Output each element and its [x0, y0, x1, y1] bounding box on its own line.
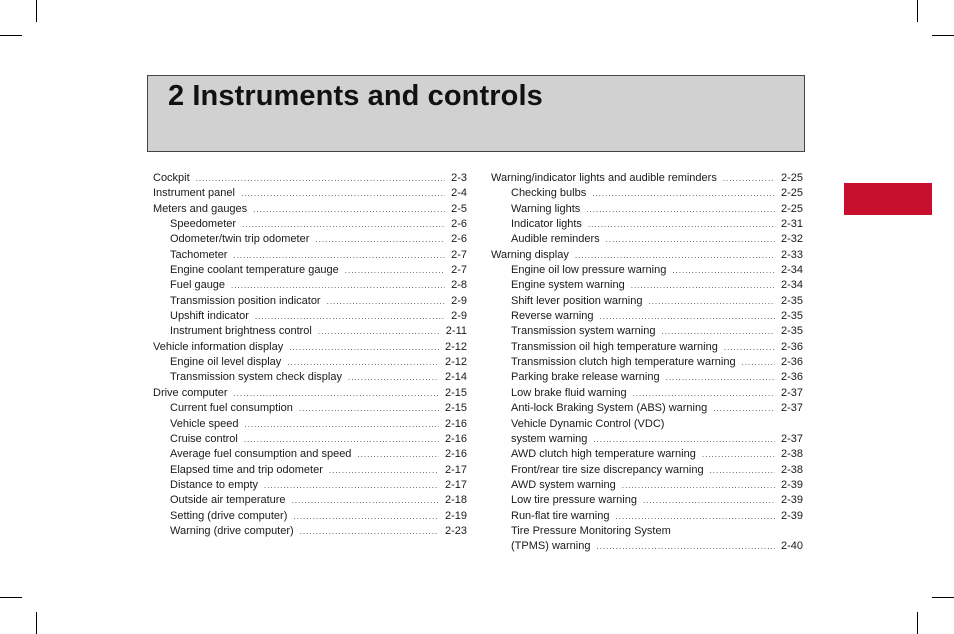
toc-entry[interactable]	[153, 324, 467, 339]
toc-entry-title: Transmission oil high temperature warning	[511, 340, 718, 353]
toc-entry[interactable]	[491, 401, 803, 416]
toc-entry-page: 2-31	[780, 218, 803, 231]
toc-entry-title: Checking bulbs	[511, 187, 587, 200]
toc-entry-page: 2-37	[780, 432, 803, 445]
toc-entry-title: Transmission system warning	[511, 325, 656, 338]
toc-leader-dots	[596, 539, 775, 554]
toc-leader-dots	[327, 294, 445, 309]
toc-entry[interactable]	[153, 202, 467, 217]
toc-leader-dots	[586, 202, 775, 217]
toc-leader-dots	[724, 340, 775, 355]
toc-entry-title: Fuel gauge	[170, 279, 226, 292]
toc-leader-dots	[643, 493, 775, 508]
toc-entry[interactable]	[153, 340, 467, 355]
toc-entry[interactable]	[153, 447, 467, 462]
toc-entry-title: Current fuel consumption	[170, 402, 293, 415]
toc-entry-title: Warning/indicator lights and audible reminders	[491, 172, 717, 184]
toc-leader-dots	[234, 386, 439, 401]
toc-leader-dots	[244, 432, 439, 447]
toc-entry-title: Engine coolant temperature gauge	[170, 264, 339, 277]
toc-leader-dots	[672, 263, 775, 278]
toc-leader-dots	[315, 232, 445, 247]
toc-entry-title: Transmission clutch high temperature warning	[511, 356, 736, 369]
toc-entry-title: Anti-lock Braking System (ABS) warning	[511, 402, 708, 415]
toc-leader-dots	[622, 478, 775, 493]
crop-mark	[0, 35, 22, 36]
toc-entry[interactable]	[491, 524, 803, 539]
toc-entry-title: AWD clutch high temperature warning	[511, 448, 696, 461]
toc-leader-dots	[588, 217, 775, 232]
toc-entry[interactable]	[153, 186, 467, 201]
crop-mark	[917, 612, 918, 634]
toc-entry-page: 2-25	[780, 187, 803, 200]
toc-entry[interactable]	[153, 493, 467, 508]
toc-leader-dots	[631, 278, 775, 293]
toc-entry-page: 2-36	[780, 356, 803, 369]
toc-entry[interactable]	[491, 217, 803, 232]
toc-entry[interactable]	[491, 294, 803, 309]
toc-leader-dots	[292, 493, 439, 508]
crop-mark	[36, 0, 37, 22]
toc-entry[interactable]	[491, 248, 803, 263]
toc-entry-title: Reverse warning	[511, 310, 594, 323]
toc-entry[interactable]	[153, 417, 467, 432]
toc-entry[interactable]	[153, 263, 467, 278]
toc-entry-title: (TPMS) warning	[511, 540, 591, 553]
toc-entry[interactable]	[491, 509, 803, 524]
crop-mark	[932, 35, 954, 36]
toc-entry[interactable]	[153, 171, 467, 186]
toc-leader-dots	[666, 370, 775, 385]
toc-entry-title: Outside air temperature	[170, 494, 286, 507]
toc-leader-dots	[593, 432, 775, 447]
toc-entry-title: AWD system warning	[511, 478, 616, 491]
toc-entry[interactable]	[153, 524, 467, 539]
toc-entry[interactable]	[153, 248, 467, 263]
toc-entry-page: 2-25	[780, 172, 803, 184]
chapter-banner	[147, 75, 805, 152]
toc-entry-title: Low tire pressure warning	[511, 494, 637, 507]
toc-entry-page: 2-7	[451, 264, 467, 277]
toc-entry[interactable]	[491, 539, 803, 554]
toc-entry[interactable]	[491, 447, 803, 462]
toc-leader-dots	[713, 401, 775, 416]
toc-leader-dots	[287, 355, 439, 370]
toc-entry-page: 2-12	[444, 356, 467, 369]
toc-entry-page: 2-6	[451, 218, 467, 231]
toc-entry-page: 2-33	[780, 248, 803, 261]
toc-leader-dots	[255, 309, 445, 324]
toc-entry-page: 2-37	[780, 402, 803, 415]
toc-entry[interactable]	[153, 278, 467, 293]
toc-leader-dots	[615, 509, 775, 524]
toc-entry-title: system warning	[511, 432, 588, 445]
toc-entry[interactable]	[491, 278, 803, 293]
toc-entry-page: 2-34	[780, 279, 803, 292]
toc-entry[interactable]	[491, 417, 803, 432]
toc-leader-dots	[357, 447, 439, 462]
toc-leader-dots	[242, 217, 445, 232]
toc-leader-dots	[245, 417, 439, 432]
crop-mark	[917, 0, 918, 22]
toc-entry[interactable]	[491, 493, 803, 508]
toc-entry-title: Average fuel consumption and speed	[170, 448, 352, 461]
toc-entry[interactable]	[153, 232, 467, 247]
toc-entry-title: Drive computer	[153, 386, 228, 399]
toc-entry[interactable]	[491, 478, 803, 493]
toc-entry-title: Warning display	[491, 248, 569, 261]
toc-entry-page: 2-17	[444, 478, 467, 491]
crop-mark	[932, 597, 954, 598]
toc-entry-title: Transmission system check display	[170, 371, 342, 384]
toc-entry-page: 2-35	[780, 310, 803, 323]
toc-entry-title: Vehicle Dynamic Control (VDC)	[511, 417, 665, 430]
toc-entry[interactable]	[491, 463, 803, 478]
toc-leader-dots	[661, 324, 775, 339]
toc-entry-page: 2-36	[780, 371, 803, 384]
toc-entry-page: 2-3	[451, 172, 467, 184]
toc-entry-page: 2-18	[444, 494, 467, 507]
toc-entry-title: Cockpit	[153, 172, 190, 184]
toc-entry[interactable]	[153, 370, 467, 385]
toc-entry[interactable]	[153, 509, 467, 524]
toc-entry-title: Indicator lights	[511, 218, 582, 231]
toc-entry[interactable]	[491, 263, 803, 278]
toc-entry-page: 2-8	[451, 279, 467, 292]
toc-entry-page: 2-38	[780, 463, 803, 476]
toc-entry-title: Warning (drive computer)	[170, 524, 294, 537]
toc-entry[interactable]	[491, 370, 803, 385]
toc-entry-page: 2-39	[780, 509, 803, 522]
toc-entry-page: 2-35	[780, 325, 803, 338]
toc-entry-page: 2-36	[780, 340, 803, 353]
toc-leader-dots	[329, 463, 439, 478]
toc-entry-title: Distance to empty	[170, 478, 259, 491]
toc-entry-page: 2-9	[451, 294, 467, 307]
toc-entry[interactable]	[153, 355, 467, 370]
toc-leader-dots	[253, 202, 445, 217]
toc-entry-page: 2-38	[780, 448, 803, 461]
toc-entry-title: Front/rear tire size discrepancy warning	[511, 463, 704, 476]
toc-entry-page: 2-16	[444, 432, 467, 445]
toc-entry-title: Warning lights	[511, 202, 581, 215]
toc-entry-title: Instrument panel	[153, 187, 235, 200]
toc-entry-title: Shift lever position warning	[511, 294, 643, 307]
toc-entry-title: Engine oil low pressure warning	[511, 264, 667, 277]
toc-leader-dots	[702, 447, 775, 462]
toc-leader-dots	[293, 509, 439, 524]
toc-leader-dots	[575, 248, 775, 263]
toc-leader-dots	[742, 355, 775, 370]
toc-entry-page: 2-17	[444, 463, 467, 476]
toc-leader-dots	[318, 324, 440, 339]
toc-entry-page: 2-15	[444, 402, 467, 415]
toc-entry-page: 2-5	[451, 202, 467, 215]
toc-entry-page: 2-37	[780, 386, 803, 399]
toc-entry-title: Vehicle information display	[153, 340, 284, 353]
toc-leader-dots	[264, 478, 439, 493]
toc-entry[interactable]	[153, 309, 467, 324]
toc-entry-page: 2-32	[780, 233, 803, 246]
toc-leader-dots	[233, 248, 445, 263]
toc-entry[interactable]	[153, 432, 467, 447]
toc-entry[interactable]	[153, 217, 467, 232]
toc-entry-title: Elapsed time and trip odometer	[170, 463, 323, 476]
toc-leader-dots	[231, 278, 445, 293]
toc-entry-page: 2-16	[444, 448, 467, 461]
toc-right-column	[491, 171, 803, 555]
chapter-title: 2 Instruments and controls	[168, 80, 543, 112]
toc-entry-page: 2-39	[780, 478, 803, 491]
toc-entry[interactable]	[153, 294, 467, 309]
toc-entry[interactable]	[491, 186, 803, 201]
toc-entry[interactable]	[491, 386, 803, 401]
toc-entry-title: Low brake fluid warning	[511, 386, 627, 399]
toc-entry-page: 2-11	[445, 325, 467, 338]
toc-entry[interactable]	[153, 386, 467, 401]
toc-entry-title: Vehicle speed	[170, 417, 239, 430]
crop-mark	[0, 597, 22, 598]
toc-entry-page: 2-34	[780, 264, 803, 277]
toc-leader-dots	[648, 294, 775, 309]
toc-entry-page: 2-19	[444, 509, 467, 522]
toc-entry[interactable]	[153, 401, 467, 416]
toc-entry-title: Audible reminders	[511, 233, 600, 246]
toc-entry[interactable]	[491, 355, 803, 370]
toc-entry-page: 2-16	[444, 417, 467, 430]
toc-entry-title: Run-flat tire warning	[511, 509, 610, 522]
toc-entry-title: Cruise control	[170, 432, 238, 445]
toc-leader-dots	[606, 232, 775, 247]
toc-entry-title: Setting (drive computer)	[170, 509, 288, 522]
toc-entry-title: Instrument brightness control	[170, 325, 312, 338]
toc-leader-dots	[710, 463, 775, 478]
toc-entry-page: 2-4	[451, 187, 467, 200]
toc-entry-title: Engine oil level display	[170, 356, 282, 369]
toc-entry-page: 2-6	[451, 233, 467, 246]
toc-entry[interactable]	[153, 478, 467, 493]
toc-entry[interactable]	[153, 463, 467, 478]
toc-entry[interactable]	[491, 202, 803, 217]
toc-leader-dots	[196, 171, 445, 186]
toc-entry-page: 2-40	[780, 540, 803, 553]
toc-entry[interactable]	[491, 309, 803, 324]
toc-entry-title: Tire Pressure Monitoring System	[511, 524, 671, 537]
toc-entry-page: 2-35	[780, 294, 803, 307]
crop-mark	[36, 612, 37, 634]
toc-leader-dots	[241, 186, 445, 201]
toc-leader-dots	[289, 340, 439, 355]
toc-entry-title: Transmission position indicator	[170, 294, 321, 307]
toc-leader-dots	[723, 171, 775, 186]
toc-entry-page: 2-12	[444, 340, 467, 353]
toc-leader-dots	[592, 186, 775, 201]
toc-entry[interactable]	[491, 324, 803, 339]
toc-entry-page: 2-39	[780, 494, 803, 507]
toc-entry-page: 2-7	[451, 248, 467, 261]
toc-entry-page: 2-9	[451, 310, 467, 323]
toc-entry-page: 2-15	[444, 386, 467, 399]
toc-entry[interactable]	[491, 432, 803, 447]
toc-entry-title: Tachometer	[170, 248, 228, 261]
toc-left-column	[153, 171, 467, 539]
toc-leader-dots	[348, 370, 439, 385]
toc-entry-title: Odometer/twin trip odometer	[170, 233, 310, 246]
chapter-tab-marker	[844, 183, 932, 215]
toc-entry[interactable]	[491, 232, 803, 247]
toc-leader-dots	[345, 263, 445, 278]
toc-entry-page: 2-25	[780, 202, 803, 215]
toc-entry[interactable]	[491, 171, 803, 186]
toc-entry-page: 2-23	[444, 524, 467, 537]
toc-entry[interactable]	[491, 340, 803, 355]
toc-entry-page: 2-14	[444, 371, 467, 384]
toc-leader-dots	[300, 524, 439, 539]
toc-entry-title: Parking brake release warning	[511, 371, 660, 384]
toc-entry-title: Speedometer	[170, 218, 237, 231]
toc-entry-title: Upshift indicator	[170, 310, 249, 323]
toc-leader-dots	[633, 386, 775, 401]
toc-leader-dots	[299, 401, 439, 416]
toc-entry-title: Engine system warning	[511, 279, 625, 292]
toc-leader-dots	[600, 309, 775, 324]
toc-entry-title: Meters and gauges	[153, 202, 248, 215]
